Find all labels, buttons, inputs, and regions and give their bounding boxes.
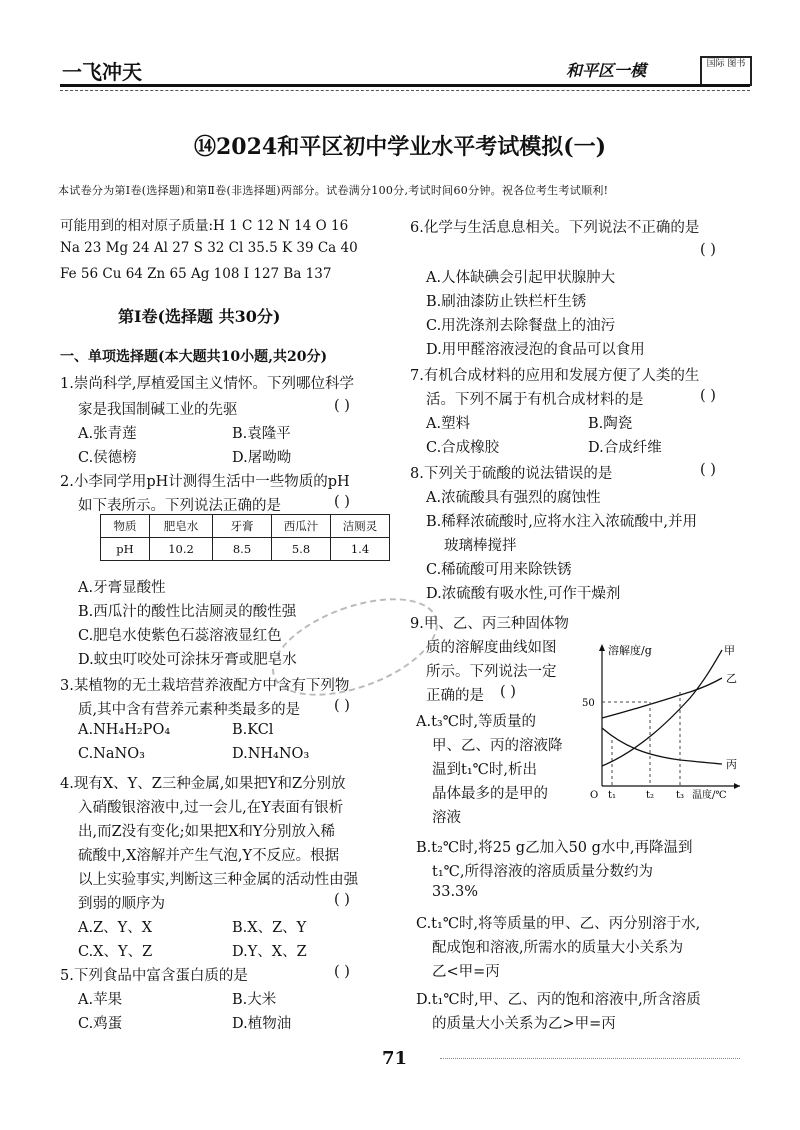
table-cell: pH — [101, 538, 150, 561]
atomic-mass-line: Fe 56 Cu 64 Zn 65 Ag 108 I 127 Ba 137 — [60, 266, 332, 282]
table-header: 牙膏 — [213, 515, 272, 538]
atomic-mass-line: Na 23 Mg 24 Al 27 S 32 Cl 35.5 K 39 Ca 40 — [60, 240, 358, 256]
q9-option: A.t₃℃时,等质量的 — [416, 714, 537, 730]
q9-stem: 所示。下列说法一定 — [426, 664, 557, 680]
header-dashed-rule — [60, 90, 750, 91]
q4-stem: 4.现有X、Y、Z三种金属,如果把Y和Z分别放 — [60, 776, 346, 792]
q7-stem: 活。下列不属于有机合成材料的是 — [426, 392, 644, 408]
table-cell: 8.5 — [213, 538, 272, 561]
x-axis-arrow — [734, 783, 740, 789]
q3-option: B.KCl — [232, 722, 274, 738]
q7-option: D.合成纤维 — [588, 440, 662, 456]
answer-paren: ( ) — [334, 698, 350, 714]
q4-stem: 出,而Z没有变化;如果把X和Y分别放入稀 — [78, 824, 335, 840]
q3-stem: 3.某植物的无土栽培营养液配方中含有下列物 — [60, 678, 350, 694]
x-axis-label: 温度/℃ — [692, 790, 727, 800]
q8-option: A.浓硫酸具有强烈的腐蚀性 — [426, 490, 601, 506]
q1-stem: 家是我国制碱工业的先驱 — [78, 402, 238, 418]
q6-option: D.用甲醛溶液浸泡的食品可以食用 — [426, 342, 645, 358]
q2-option: B.西瓜汁的酸性比洁厕灵的酸性强 — [78, 604, 297, 620]
atomic-mass-line: 可能用到的相对原子质量:H 1 C 12 N 14 O 16 — [60, 218, 349, 234]
q6-option: C.用洗涤剂去除餐盘上的油污 — [426, 318, 616, 334]
tick-label: t₂ — [646, 790, 655, 800]
table-header: 西瓜汁 — [272, 515, 331, 538]
q4-stem: 入硝酸银溶液中,过一会儿,在Y表面有银析 — [78, 800, 344, 816]
table-cell: 10.2 — [150, 538, 213, 561]
answer-paren: ( ) — [500, 684, 516, 700]
curve-bing — [602, 728, 722, 764]
q8-option: B.稀释浓硫酸时,应将水注入浓硫酸中,并用 — [426, 514, 697, 530]
q1-stem: 1.崇尚科学,厚植爱国主义情怀。下列哪位科学 — [60, 376, 354, 392]
answer-paren: ( ) — [334, 494, 350, 510]
header-brand: 一飞冲天 — [62, 60, 142, 84]
q9-option: 乙<甲=丙 — [432, 964, 500, 980]
q7-stem: 7.有机合成材料的应用和发展方便了人类的生 — [410, 368, 700, 384]
q9-option: 温到t₁℃时,析出 — [432, 762, 537, 778]
q8-option: 玻璃棒搅拌 — [444, 538, 517, 554]
q3-option: C.NaNO₃ — [78, 746, 145, 762]
curve-label: 甲 — [724, 644, 735, 657]
q8-option: C.稀硫酸可用来除铁锈 — [426, 562, 572, 578]
q5-option: A.苹果 — [78, 992, 123, 1008]
page-title: ⑭2024和平区初中学业水平考试模拟(一) — [193, 134, 607, 160]
page-number: 71 — [382, 1048, 408, 1069]
q2-option: D.蚊虫叮咬处可涂抹牙膏或肥皂水 — [78, 652, 297, 668]
q9-option: C.t₁℃时,将等质量的甲、乙、丙分别溶于水, — [416, 916, 701, 932]
table-cell: 1.4 — [331, 538, 390, 561]
q9-option: 配成饱和溶液,所需水的质量大小关系为 — [432, 940, 684, 956]
q3-stem: 质,其中含有营养元素种类最多的是 — [78, 702, 301, 718]
origin-label: O — [590, 790, 599, 800]
ph-table — [100, 514, 390, 561]
solubility-curve-diagram — [580, 640, 750, 800]
q2-option: A.牙膏显酸性 — [78, 580, 166, 596]
q9-stem: 正确的是 — [426, 688, 484, 704]
q5-option: D.植物油 — [232, 1016, 292, 1032]
q7-option: B.陶瓷 — [588, 416, 633, 432]
y-axis-arrow — [599, 644, 605, 651]
q7-option: A.塑料 — [426, 416, 471, 432]
q1-option: C.侯德榜 — [78, 450, 137, 466]
q6-stem: 6.化学与生活息息相关。下列说法不正确的是 — [410, 220, 700, 236]
answer-paren: ( ) — [700, 388, 716, 404]
q1-option: B.袁隆平 — [232, 426, 291, 442]
q3-option: A.NH₄H₂PO₄ — [78, 722, 171, 738]
tick-label: t₁ — [608, 790, 617, 800]
curve-label: 丙 — [726, 758, 737, 771]
answer-paren: ( ) — [334, 398, 350, 414]
part-heading: 第Ⅰ卷(选择题 共30分) — [118, 307, 281, 326]
q9-stem: 9.甲、乙、丙三种固体物 — [410, 616, 569, 632]
q9-option: 溶液 — [432, 810, 461, 826]
q4-option: A.Z、Y、X — [78, 920, 153, 936]
q5-stem: 5.下列食品中富含蛋白质的是 — [60, 968, 248, 984]
curve-label: 乙 — [726, 672, 737, 685]
publisher-logo: 国际 图书 — [700, 56, 752, 86]
q4-stem: 硫酸中,X溶解并产生气泡,Y不反应。根据 — [78, 848, 340, 864]
q2-stem: 如下表所示。下列说法正确的是 — [78, 498, 281, 514]
section-heading: 一、单项选择题(本大题共10小题,共20分) — [60, 349, 328, 365]
answer-paren: ( ) — [334, 964, 350, 980]
q2-stem: 2.小李同学用pH计测得生活中一些物质的pH — [60, 474, 350, 490]
table-header: 肥皂水 — [150, 515, 213, 538]
curve-yi — [602, 678, 722, 718]
q9-option: 的质量大小关系为乙>甲=丙 — [432, 1016, 616, 1032]
q7-option: C.合成橡胶 — [426, 440, 500, 456]
header-exam-name: 和平区一模 — [566, 61, 647, 80]
q3-option: D.NH₄NO₃ — [232, 746, 310, 762]
header-rule — [60, 84, 750, 87]
q9-option: B.t₂℃时,将25 g乙加入50 g水中,再降温到 — [416, 840, 693, 856]
q9-option: 33.3% — [432, 884, 479, 900]
answer-paren: ( ) — [334, 892, 350, 908]
q8-option: D.浓硫酸有吸水性,可作干燥剂 — [426, 586, 621, 602]
q1-option: A.张青莲 — [78, 426, 137, 442]
q6-option: B.刷油漆防止铁栏杆生锈 — [426, 294, 587, 310]
q4-stem: 到弱的顺序为 — [78, 896, 165, 912]
table-cell: 5.8 — [272, 538, 331, 561]
answer-paren: ( ) — [700, 462, 716, 478]
q1-option: D.屠呦呦 — [232, 450, 292, 466]
q9-option: t₁℃,所得溶液的溶质质量分数约为 — [432, 864, 653, 880]
q4-option: C.X、Y、Z — [78, 944, 153, 960]
footer-rule — [440, 1058, 740, 1059]
q4-stem: 以上实验事实,判断这三种金属的活动性由强 — [78, 872, 359, 888]
q5-option: C.鸡蛋 — [78, 1016, 123, 1032]
q8-stem: 8.下列关于硫酸的说法错误的是 — [410, 466, 613, 482]
tick-label: t₃ — [676, 790, 685, 800]
q2-option: C.肥皂水使紫色石蕊溶液显红色 — [78, 628, 282, 644]
q6-option: A.人体缺碘会引起甲状腺肿大 — [426, 270, 616, 286]
curve-jia — [602, 650, 722, 766]
q9-option: D.t₁℃时,甲、乙、丙的饱和溶液中,所含溶质 — [416, 992, 701, 1008]
q9-option: 甲、乙、丙的溶液降 — [432, 738, 563, 754]
table-header: 洁厕灵 — [331, 515, 390, 538]
exam-intro: 本试卷分为第Ⅰ卷(选择题)和第Ⅱ卷(非选择题)两部分。试卷满分100分,考试时间60分钟。祝各位考生考试顺利! — [58, 184, 609, 197]
q9-stem: 质的溶解度曲线如图 — [426, 640, 557, 656]
y-axis-label: 溶解度/g — [608, 644, 652, 657]
q4-option: B.X、Z、Y — [232, 920, 307, 936]
q4-option: D.Y、X、Z — [232, 944, 307, 960]
answer-paren: ( ) — [700, 242, 716, 258]
q5-option: B.大米 — [232, 992, 277, 1008]
table-header: 物质 — [101, 515, 150, 538]
q9-option: 晶体最多的是甲的 — [432, 786, 548, 802]
tick-label: 50 — [582, 698, 595, 709]
